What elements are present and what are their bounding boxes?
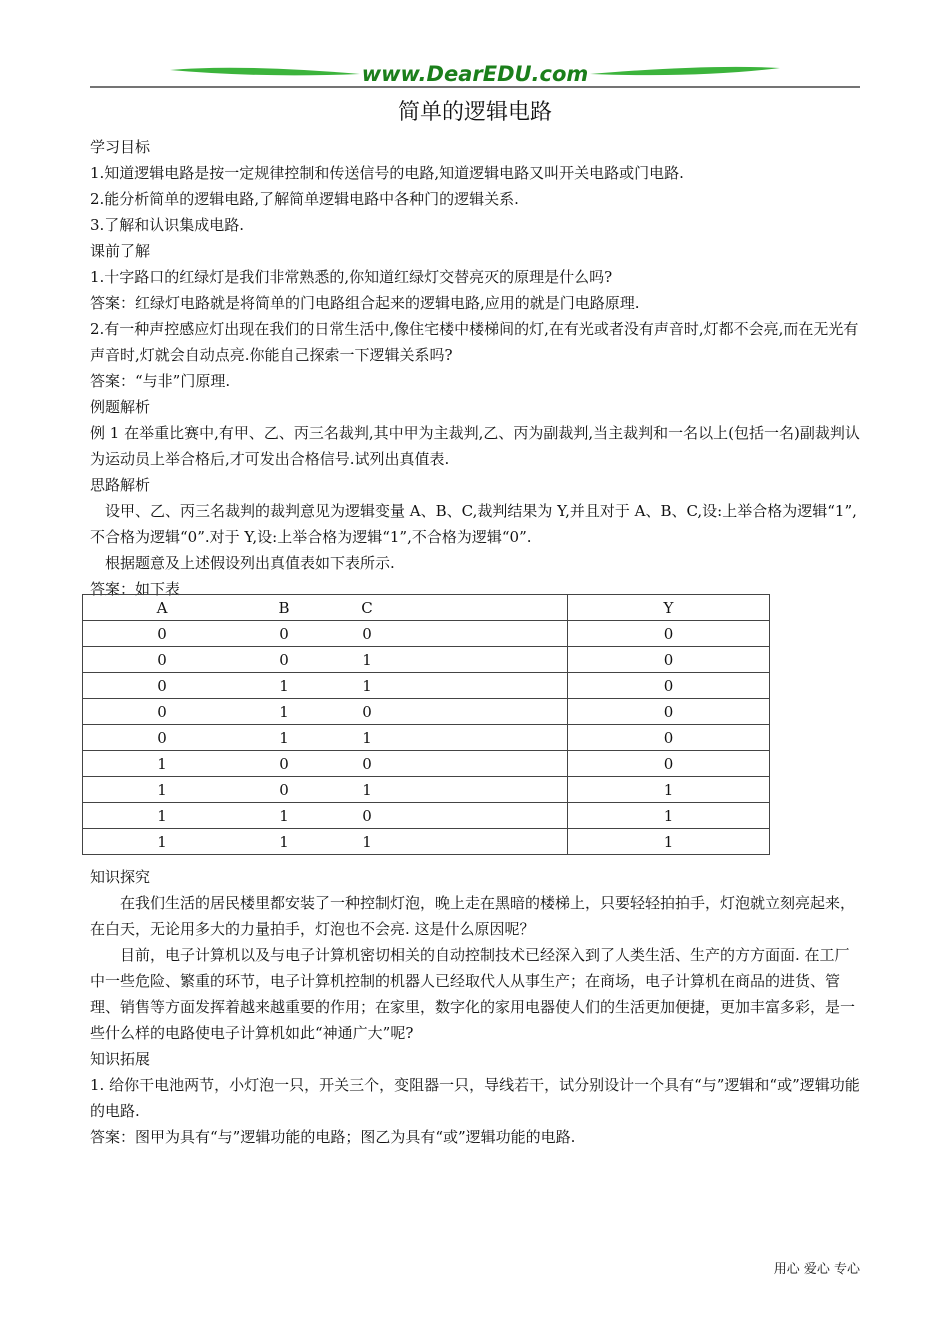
- cell-b: 1: [279, 702, 289, 721]
- cell-a: 0: [157, 624, 167, 643]
- cell-c: 1: [362, 780, 372, 799]
- cell-a: 1: [157, 754, 167, 773]
- table-row: [83, 829, 770, 855]
- pre-item: 答案：红绿灯电路就是将简单的门电路组合起来的逻辑电路,应用的就是门电路原理.: [90, 294, 640, 312]
- cell-c: 1: [362, 728, 372, 747]
- table-row: [83, 803, 770, 829]
- cell-y: 1: [568, 803, 770, 829]
- cell-b: 1: [279, 728, 289, 747]
- pre-item: 答案：“与非”门原理.: [90, 372, 231, 390]
- cell-c: 1: [362, 832, 372, 851]
- cell-a: 1: [157, 832, 167, 851]
- cell-b: 1: [279, 676, 289, 695]
- cell-y: 0: [568, 673, 770, 699]
- cell-b: 1: [279, 832, 289, 851]
- cell-y: 0: [568, 699, 770, 725]
- pre-item: 1.十字路口的红绿灯是我们非常熟悉的,你知道红绿灯交替亮灭的原理是什么吗?: [90, 268, 613, 286]
- table-row: [83, 621, 770, 647]
- pre-heading: 课前了解: [90, 242, 151, 260]
- site-header: [90, 58, 860, 90]
- cell-y: 0: [568, 647, 770, 673]
- cell-b: 1: [279, 806, 289, 825]
- cell-b: 0: [279, 780, 289, 799]
- document-body: [90, 98, 860, 602]
- header-a: A: [156, 598, 168, 617]
- cell-c: 0: [362, 702, 372, 721]
- pre-item: 2.有一种声控感应灯出现在我们的日常生活中,像住宅楼中楼梯间的灯,在有光或者没有声音时,灯都不会亮,而在无光有声音时,灯就会自动点亮.你能自己探索一下逻辑关系吗?: [90, 320, 859, 364]
- header-y: Y: [568, 595, 770, 621]
- cell-a: 1: [157, 780, 167, 799]
- example-heading: 例题解析: [90, 398, 151, 416]
- cell-a: 0: [157, 702, 167, 721]
- answer-label: 答案：如下表: [90, 580, 181, 598]
- extend-item: 1. 给你干电池两节，小灯泡一只，开关三个，变阻器一只，导线若干，试分别设计一个具有“与”逻辑和“或”逻辑功能的电路.: [90, 1076, 860, 1120]
- cell-c: 0: [362, 754, 372, 773]
- page-footer: 用心 爱心 专心: [773, 1262, 860, 1277]
- cell-c: 1: [362, 676, 372, 695]
- page-title: 简单的逻辑电路: [397, 100, 552, 125]
- table-row: [83, 699, 770, 725]
- cell-a: 0: [157, 728, 167, 747]
- cell-a: 0: [157, 676, 167, 695]
- truth-table: [82, 594, 770, 855]
- cell-c: 1: [362, 650, 372, 669]
- extend-heading: 知识拓展: [90, 1050, 151, 1068]
- site-logo[interactable]: www.DearEDU.com: [361, 62, 589, 86]
- header-b: B: [278, 598, 290, 617]
- explore-paragraph: 目前，电子计算机以及与电子计算机密切相关的自动控制技术已经深入到了人类生活、生产的方方面面. 在工厂中一些危险、繁重的环节，电子计算机控制的机器人已经取代人从事生产；在商场，电子计算机在商品的进货、管理、销售等方面发挥着越来越重要的作用；在家里，数字化的家用电器使人们的生活更加便捷，更加丰富多彩，是一些什么样的电路使电子计算机如此“神通广大”呢?: [90, 946, 856, 1042]
- cell-y: 0: [568, 725, 770, 751]
- document-body-continued: [90, 864, 860, 1150]
- table-header-row: [83, 595, 770, 621]
- table-row: [83, 751, 770, 777]
- analysis-paragraph: 根据题意及上述假设列出真值表如下表所示.: [105, 554, 395, 572]
- explore-paragraph: 在我们生活的居民楼里都安装了一种控制灯泡，晚上走在黑暗的楼梯上，只要轻轻拍拍手，灯泡就立刻亮起来，在白天，无论用多大的力量拍手，灯泡也不会亮. 这是什么原因呢？: [90, 894, 856, 938]
- analysis-paragraph: 设甲、乙、丙三名裁判的裁判意见为逻辑变量 A、B、C,裁判结果为 Y,并且对于 A、B、C,设:上举合格为逻辑“1”,不合格为逻辑“0”.对于 Y,设:上举合格为逻辑“1”,不合格为逻辑“0”.: [90, 502, 857, 546]
- cell-y: 0: [568, 621, 770, 647]
- goal-item: 3.了解和认识集成电路.: [90, 216, 245, 234]
- cell-c: 0: [362, 806, 372, 825]
- cell-b: 0: [279, 754, 289, 773]
- cell-b: 0: [279, 624, 289, 643]
- cell-a: 0: [157, 650, 167, 669]
- cell-b: 0: [279, 650, 289, 669]
- cell-y: 0: [568, 751, 770, 777]
- extend-answer: 答案：图甲为具有“与”逻辑功能的电路；图乙为具有“或”逻辑功能的电路.: [90, 1128, 576, 1146]
- goal-item: 1.知道逻辑电路是按一定规律控制和传送信号的电路,知道逻辑电路又叫开关电路或门电路.: [90, 164, 684, 182]
- explore-heading: 知识探究: [90, 868, 151, 886]
- table-row: [83, 673, 770, 699]
- cell-y: 1: [568, 777, 770, 803]
- cell-y: 1: [568, 829, 770, 855]
- cell-a: 1: [157, 806, 167, 825]
- example-text: 例 1 在举重比赛中,有甲、乙、丙三名裁判,其中甲为主裁判,乙、丙为副裁判,当主裁判和一名以上(包括一名)副裁判认为运动员上举合格后,才可发出合格信号.试列出真值表.: [90, 424, 860, 468]
- header-c: C: [361, 598, 373, 617]
- table-row: [83, 725, 770, 751]
- table-row: [83, 647, 770, 673]
- table-row: [83, 777, 770, 803]
- analysis-heading: 思路解析: [90, 476, 151, 494]
- goals-heading: 学习目标: [90, 138, 151, 156]
- cell-c: 0: [362, 624, 372, 643]
- goal-item: 2.能分析简单的逻辑电路,了解简单逻辑电路中各种门的逻辑关系.: [90, 190, 519, 208]
